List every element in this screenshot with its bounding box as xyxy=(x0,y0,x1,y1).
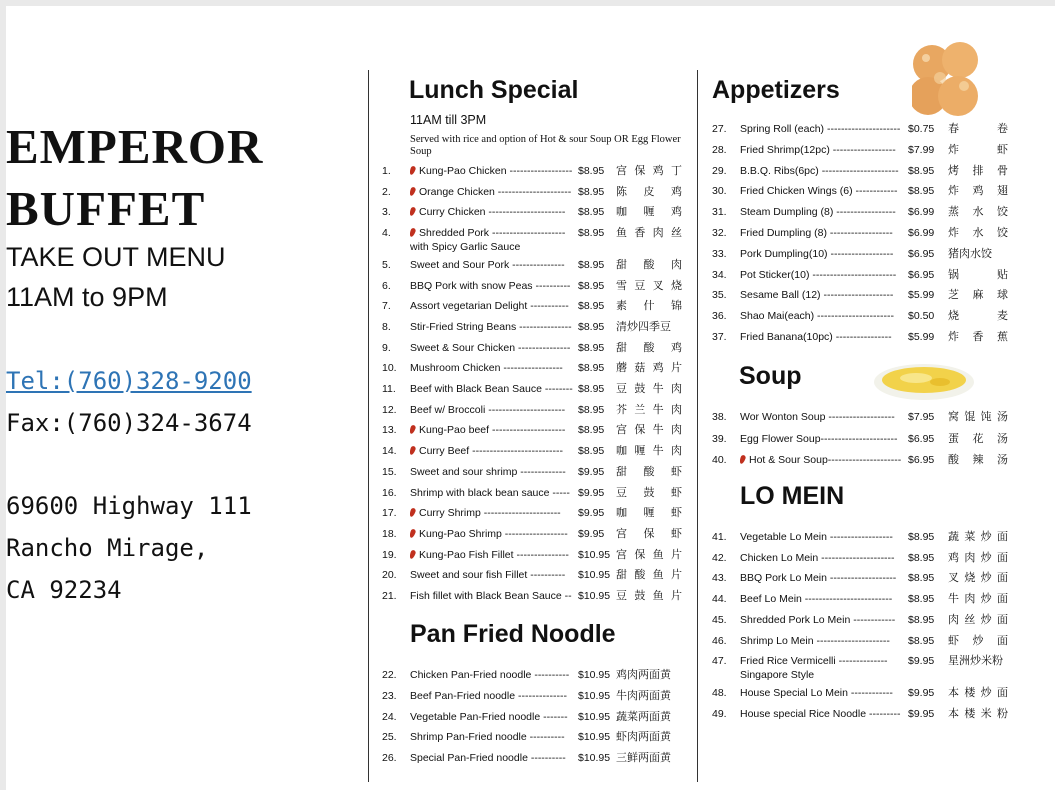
item-price: $0.75 xyxy=(908,123,935,135)
item-number: 41. xyxy=(712,531,727,543)
item-number: 13. xyxy=(382,424,397,437)
item-number: 25. xyxy=(382,731,397,744)
item-number: 29. xyxy=(712,164,727,177)
item-chinese-name: 甜 酸 鱼 片 xyxy=(616,568,682,582)
item-number: 24. xyxy=(382,710,397,723)
item-chinese-name: 蛋 花 汤 xyxy=(948,431,1008,445)
item-name: Sesame Ball (12) -------------------- xyxy=(740,289,894,302)
item-number: 16. xyxy=(382,486,397,499)
item-price: $8.95 xyxy=(908,613,935,626)
brand-line-1: EMPEROR xyxy=(6,119,264,174)
chili-pepper-icon xyxy=(410,446,416,456)
item-price: $8.95 xyxy=(578,300,605,313)
item-number: 49. xyxy=(712,707,727,720)
item-number: 27. xyxy=(712,123,727,135)
item-name: Fried Chicken Wings (6) ------------ xyxy=(740,185,898,198)
item-name: BBQ Pork with snow Peas ---------- xyxy=(410,279,571,292)
item-number: 23. xyxy=(382,689,397,702)
menu-item xyxy=(712,226,1012,246)
item-price: $8.95 xyxy=(578,185,605,198)
menu-item xyxy=(382,258,692,278)
menu-item xyxy=(382,506,692,526)
item-price: $10.95 xyxy=(578,548,611,561)
item-number: 31. xyxy=(712,206,727,219)
item-price: $8.95 xyxy=(578,227,605,240)
menu-page xyxy=(6,6,1055,790)
item-price: $8.95 xyxy=(578,320,605,333)
tel-link[interactable]: Tel:(760)328-9200 xyxy=(6,367,252,395)
item-chinese-name: 雪 豆 叉 烧 xyxy=(616,278,682,292)
item-chinese-name: 芝 麻 球 xyxy=(948,288,1008,302)
item-price: $7.95 xyxy=(908,411,935,423)
item-name: Fried Dumpling (8) ------------------ xyxy=(740,227,893,239)
item-price: $9.95 xyxy=(578,527,605,540)
item-price: $9.95 xyxy=(578,465,605,478)
item-chinese-name: 牛 肉 炒 面 xyxy=(948,592,1008,606)
item-name: Stir-Fried String Beans --------------- xyxy=(410,320,572,333)
item-number: 19. xyxy=(382,548,397,561)
menu-item xyxy=(382,320,692,340)
item-price: $10.95 xyxy=(578,752,611,765)
item-number: 7. xyxy=(382,300,391,313)
item-price: $8.95 xyxy=(578,445,605,458)
item-chinese-name: 宫 保 虾 xyxy=(616,526,682,540)
item-number: 12. xyxy=(382,403,397,416)
item-price: $8.95 xyxy=(908,551,935,564)
item-name: Shrimp with black bean sauce ----- xyxy=(410,486,570,499)
menu-item xyxy=(382,527,692,547)
item-number: 9. xyxy=(382,341,391,354)
item-name: Hot & Sour Soup--------------------- xyxy=(740,453,906,467)
menu-item xyxy=(382,730,692,750)
item-name: Shredded Pork --------------------- xyxy=(410,226,576,240)
item-number: 6. xyxy=(382,279,391,292)
item-name: Chicken Pan-Fried noodle ---------- xyxy=(410,669,570,681)
item-number: 48. xyxy=(712,686,727,699)
menu-item xyxy=(382,361,692,381)
item-name: Spring Roll (each) --------------------- xyxy=(740,123,901,135)
item-number: 17. xyxy=(382,507,397,520)
item-price: $6.99 xyxy=(908,206,935,219)
menu-item xyxy=(382,548,692,568)
item-price: $8.95 xyxy=(578,362,605,375)
menu-item xyxy=(382,465,692,485)
item-price: $8.95 xyxy=(578,403,605,416)
item-chinese-name: 陈 皮 鸡 xyxy=(616,184,682,198)
item-name: Beef Lo Mein ------------------------- xyxy=(740,593,893,606)
item-number: 30. xyxy=(712,185,727,198)
menu-item xyxy=(712,613,1012,633)
item-chinese-name: 本 楼 炒 面 xyxy=(948,685,1008,699)
item-name: Beef with Black Bean Sauce -------- xyxy=(410,383,573,395)
item-number: 42. xyxy=(712,551,727,564)
menu-item xyxy=(712,330,1012,350)
menu-item xyxy=(712,184,1012,204)
item-chinese-name: 蘑 菇 鸡 片 xyxy=(616,361,682,375)
item-price: $7.99 xyxy=(908,143,935,156)
item-name: Fried Rice Vermicelli -------------- xyxy=(740,655,888,668)
item-price: $5.99 xyxy=(908,289,935,302)
chili-pepper-icon xyxy=(410,165,416,175)
item-chinese-name: 炸 虾 xyxy=(948,142,1008,156)
item-price: $8.95 xyxy=(578,424,605,437)
item-price: $6.95 xyxy=(908,247,935,260)
item-chinese-name: 豆 鼓 牛 肉 xyxy=(616,382,682,395)
menu-item xyxy=(712,571,1012,591)
item-name: Kung-Pao Shrimp ------------------ xyxy=(410,527,576,541)
menu-item xyxy=(712,707,1012,727)
item-name: Kung-Pao Fish Fillet --------------- xyxy=(410,548,576,562)
menu-item xyxy=(382,279,692,299)
item-number: 39. xyxy=(712,432,727,445)
item-name: Steam Dumpling (8) ----------------- xyxy=(740,206,896,219)
item-price: $10.95 xyxy=(578,590,611,602)
item-price: $8.95 xyxy=(578,165,605,177)
item-name: Kung-Pao Chicken ------------------ xyxy=(410,164,576,178)
item-chinese-name: 豆 鼓 鱼 片 xyxy=(616,589,682,602)
chili-pepper-icon xyxy=(410,425,416,435)
item-number: 15. xyxy=(382,465,397,478)
item-number: 35. xyxy=(712,289,727,302)
menu-item xyxy=(382,205,692,225)
menu-item xyxy=(712,654,1012,682)
menu-item xyxy=(712,634,1012,654)
item-number: 44. xyxy=(712,593,727,606)
soup-bowl-image xyxy=(868,358,978,404)
item-name: Fried Banana(10pc) ---------------- xyxy=(740,331,892,343)
item-name: Shrimp Lo Mein --------------------- xyxy=(740,634,890,647)
item-number: 21. xyxy=(382,590,397,602)
item-chinese-name: 蔬菜两面黄 xyxy=(616,709,671,723)
item-price: $9.95 xyxy=(908,707,935,720)
menu-item xyxy=(382,486,692,506)
item-price: $10.95 xyxy=(578,569,611,582)
menu-item xyxy=(382,751,692,771)
soup-title: Soup xyxy=(739,362,802,390)
item-number: 14. xyxy=(382,445,397,458)
menu-item xyxy=(712,432,1012,452)
item-chinese-name: 宫 保 牛 肉 xyxy=(616,423,682,437)
item-name: Orange Chicken --------------------- xyxy=(410,185,576,199)
item-number: 2. xyxy=(382,185,391,198)
item-number: 3. xyxy=(382,206,391,219)
item-chinese-name: 甜 酸 虾 xyxy=(616,464,682,478)
item-number: 32. xyxy=(712,227,727,239)
item-chinese-name: 虾肉两面黄 xyxy=(616,730,671,744)
item-name: Curry Chicken ---------------------- xyxy=(410,205,576,219)
item-chinese-name: 酸 辣 汤 xyxy=(948,453,1008,466)
item-name: Vegetable Lo Mein ------------------ xyxy=(740,531,893,543)
item-price: $9.95 xyxy=(908,686,935,699)
menu-item xyxy=(712,268,1012,288)
item-chinese-name: 豆 鼓 虾 xyxy=(616,485,682,499)
lunch-hours: 11AM till 3PM xyxy=(410,113,487,127)
menu-item xyxy=(382,668,692,688)
item-number: 38. xyxy=(712,411,727,423)
item-number: 4. xyxy=(382,227,391,240)
item-number: 43. xyxy=(712,572,727,585)
menu-item xyxy=(382,226,692,254)
menu-item xyxy=(382,403,692,423)
item-name: B.B.Q. Ribs(6pc) ---------------------- xyxy=(740,164,899,177)
item-price: $10.95 xyxy=(578,710,611,723)
item-chinese-name: 春 卷 xyxy=(948,122,1008,135)
chili-pepper-icon xyxy=(410,508,416,518)
item-price: $10.95 xyxy=(578,731,611,744)
item-chinese-name: 蔬 菜 炒 面 xyxy=(948,530,1008,543)
menu-item xyxy=(382,299,692,319)
item-name: Curry Beef -------------------------- xyxy=(410,444,576,458)
item-chinese-name: 宫 保 鸡 丁 xyxy=(616,164,682,177)
menu-item xyxy=(712,247,1012,267)
lunch-special-title: Lunch Special xyxy=(409,76,579,104)
item-chinese-name: 烤 排 骨 xyxy=(948,163,1008,177)
item-number: 36. xyxy=(712,310,727,323)
item-chinese-name: 本 楼 米 粉 xyxy=(948,706,1008,720)
menu-item xyxy=(712,453,1012,473)
menu-item xyxy=(382,423,692,443)
item-name: House special Rice Noodle --------- xyxy=(740,707,901,720)
item-chinese-name: 牛肉两面黄 xyxy=(616,688,671,702)
item-name: House Special Lo Mein ------------ xyxy=(740,686,893,699)
item-number: 45. xyxy=(712,613,727,626)
item-price: $6.95 xyxy=(908,454,935,466)
menu-item xyxy=(382,382,692,402)
item-name: Assort vegetarian Delight ----------- xyxy=(410,300,569,313)
item-price: $6.99 xyxy=(908,227,935,239)
item-name: Special Pan-Fried noodle ---------- xyxy=(410,752,566,765)
menu-item xyxy=(382,568,692,588)
item-chinese-name: 烧 麦 xyxy=(948,309,1008,323)
item-name: Sweet and Sour Pork --------------- xyxy=(410,258,565,271)
item-chinese-name: 蒸 水 饺 xyxy=(948,205,1008,219)
item-chinese-name: 甜 酸 肉 xyxy=(616,257,682,271)
item-name: Egg Flower Soup---------------------- xyxy=(740,432,898,445)
item-number: 8. xyxy=(382,320,391,333)
item-name: Shrimp Pan-Fried noodle ---------- xyxy=(410,731,565,744)
chili-pepper-icon xyxy=(410,528,416,538)
item-number: 18. xyxy=(382,527,397,540)
sesame-balls-image xyxy=(912,38,984,122)
item-chinese-name: 肉 丝 炒 面 xyxy=(948,612,1008,626)
item-price: $8.95 xyxy=(908,531,935,543)
item-number: 28. xyxy=(712,143,727,156)
menu-item xyxy=(712,530,1012,550)
menu-item xyxy=(712,288,1012,308)
item-name: Sweet and sour shrimp ------------- xyxy=(410,465,566,478)
item-chinese-name: 三鲜两面黄 xyxy=(616,751,671,765)
item-chinese-name: 窝 馄 饨 汤 xyxy=(948,410,1008,423)
item-chinese-name: 芥 兰 牛 肉 xyxy=(616,402,682,416)
item-price: $10.95 xyxy=(578,689,611,702)
item-price: $0.50 xyxy=(908,310,935,323)
item-name: Vegetable Pan-Fried noodle ------- xyxy=(410,710,568,723)
item-chinese-name: 甜 酸 鸡 xyxy=(616,340,682,354)
item-chinese-name: 鸡肉两面黄 xyxy=(616,668,671,681)
column-divider-right xyxy=(697,70,698,782)
menu-item xyxy=(712,309,1012,329)
menu-item xyxy=(712,592,1012,612)
address-line-3: CA 92234 xyxy=(6,576,122,604)
item-price: $9.95 xyxy=(578,507,605,520)
item-price: $6.95 xyxy=(908,268,935,281)
takeout-label: TAKE OUT MENU xyxy=(6,242,226,272)
menu-item xyxy=(382,444,692,464)
item-chinese-name: 咖 喱 牛 肉 xyxy=(616,444,682,458)
item-price: $8.95 xyxy=(578,258,605,271)
item-name: Shredded Pork Lo Mein ------------ xyxy=(740,613,896,626)
fax-number: Fax:(760)324-3674 xyxy=(6,409,252,437)
item-price: $8.95 xyxy=(578,206,605,219)
item-price: $8.95 xyxy=(578,279,605,292)
item-chinese-name: 素 什 锦 xyxy=(616,299,682,313)
item-price: $10.95 xyxy=(578,669,611,681)
item-price: $8.95 xyxy=(578,383,605,395)
item-number: 33. xyxy=(712,247,727,260)
menu-item xyxy=(712,143,1012,163)
item-name: Pot Sticker(10) ------------------------ xyxy=(740,268,897,281)
chili-pepper-icon xyxy=(410,207,416,217)
item-name: Wor Wonton Soup ------------------- xyxy=(740,411,895,423)
item-chinese-name: 炸 香 蕉 xyxy=(948,330,1008,343)
item-number: 10. xyxy=(382,362,397,375)
item-price: $8.95 xyxy=(908,593,935,606)
item-price: $8.95 xyxy=(908,185,935,198)
item-number: 11. xyxy=(382,383,396,395)
item-price: $6.95 xyxy=(908,432,935,445)
item-price: $9.95 xyxy=(908,655,935,668)
pan-fried-noodle-title: Pan Fried Noodle xyxy=(410,620,616,648)
item-number: 26. xyxy=(382,752,397,765)
item-chinese-name: 星洲炒米粉 xyxy=(948,654,1003,668)
item-chinese-name: 虾 炒 面 xyxy=(948,633,1008,647)
appetizers-title: Appetizers xyxy=(712,76,840,104)
brand-line-2: BUFFET xyxy=(6,181,206,236)
item-number: 46. xyxy=(712,634,727,647)
menu-item xyxy=(382,185,692,205)
item-name: Fish fillet with Black Bean Sauce -- xyxy=(410,590,572,602)
menu-item xyxy=(712,686,1012,706)
address-line-2: Rancho Mirage, xyxy=(6,534,209,562)
item-subtitle: Singapore Style xyxy=(740,669,815,682)
menu-item xyxy=(712,164,1012,184)
item-chinese-name: 炸 鸡 翅 xyxy=(948,184,1008,198)
item-number: 1. xyxy=(382,165,391,177)
item-number: 5. xyxy=(382,258,391,271)
item-name: Beef Pan-Fried noodle -------------- xyxy=(410,689,567,702)
item-number: 20. xyxy=(382,569,397,582)
item-name: Sweet and sour fish Fillet ---------- xyxy=(410,569,566,582)
lunch-note: Served with rice and option of Hot & sour Soup OR Egg Flower Soup xyxy=(410,134,681,157)
chili-pepper-icon xyxy=(410,549,416,559)
item-name: Sweet & Sour Chicken --------------- xyxy=(410,341,571,354)
item-number: 34. xyxy=(712,268,727,281)
item-name: Kung-Pao beef --------------------- xyxy=(410,423,576,437)
column-divider-left xyxy=(368,70,369,782)
hours-label: 11AM to 9PM xyxy=(6,282,168,312)
item-chinese-name: 清炒四季豆 xyxy=(616,319,671,333)
item-price: $8.95 xyxy=(578,341,605,354)
item-number: 47. xyxy=(712,655,727,668)
item-price: $8.95 xyxy=(908,572,935,585)
menu-item xyxy=(712,410,1012,430)
item-chinese-name: 宫 保 鱼 片 xyxy=(616,547,682,561)
menu-item xyxy=(712,551,1012,571)
item-chinese-name: 锅 贴 xyxy=(948,267,1008,281)
menu-item xyxy=(382,689,692,709)
item-subtitle: with Spicy Garlic Sauce xyxy=(410,241,521,254)
lo-mein-title: LO MEIN xyxy=(740,482,845,510)
chili-pepper-icon xyxy=(410,228,416,238)
item-chinese-name: 鱼 香 肉 丝 xyxy=(616,226,682,240)
item-chinese-name: 咖 喱 虾 xyxy=(616,506,682,520)
item-chinese-name: 鸡 肉 炒 面 xyxy=(948,550,1008,564)
item-number: 37. xyxy=(712,331,727,343)
item-number: 22. xyxy=(382,669,397,681)
chili-pepper-icon xyxy=(410,186,416,196)
menu-item xyxy=(382,710,692,730)
menu-item xyxy=(712,122,1012,142)
item-name: Chicken Lo Mein --------------------- xyxy=(740,551,895,564)
chili-pepper-icon xyxy=(740,454,746,464)
menu-item xyxy=(712,205,1012,225)
item-name: Fried Shrimp(12pc) ------------------ xyxy=(740,143,896,156)
menu-item xyxy=(382,164,692,184)
item-name: BBQ Pork Lo Mein ------------------- xyxy=(740,572,897,585)
item-chinese-name: 咖 喱 鸡 xyxy=(616,205,682,219)
menu-item xyxy=(382,341,692,361)
menu-item xyxy=(382,589,692,609)
item-price: $8.95 xyxy=(908,634,935,647)
item-chinese-name: 炸 水 饺 xyxy=(948,226,1008,239)
item-price: $8.95 xyxy=(908,164,935,177)
item-name: Beef w/ Broccoli ---------------------- xyxy=(410,403,566,416)
item-chinese-name: 叉 烧 炒 面 xyxy=(948,571,1008,585)
item-name: Mushroom Chicken ----------------- xyxy=(410,362,563,375)
address-line-1: 69600 Highway 111 xyxy=(6,492,252,520)
item-price: $9.95 xyxy=(578,486,605,499)
item-name: Shao Mai(each) ---------------------- xyxy=(740,310,894,323)
item-name: Curry Shrimp ---------------------- xyxy=(410,506,576,520)
item-number: 40. xyxy=(712,454,727,466)
item-price: $5.99 xyxy=(908,331,935,343)
item-chinese-name: 猪肉水饺 xyxy=(948,246,992,260)
item-name: Pork Dumpling(10) ------------------ xyxy=(740,247,894,260)
